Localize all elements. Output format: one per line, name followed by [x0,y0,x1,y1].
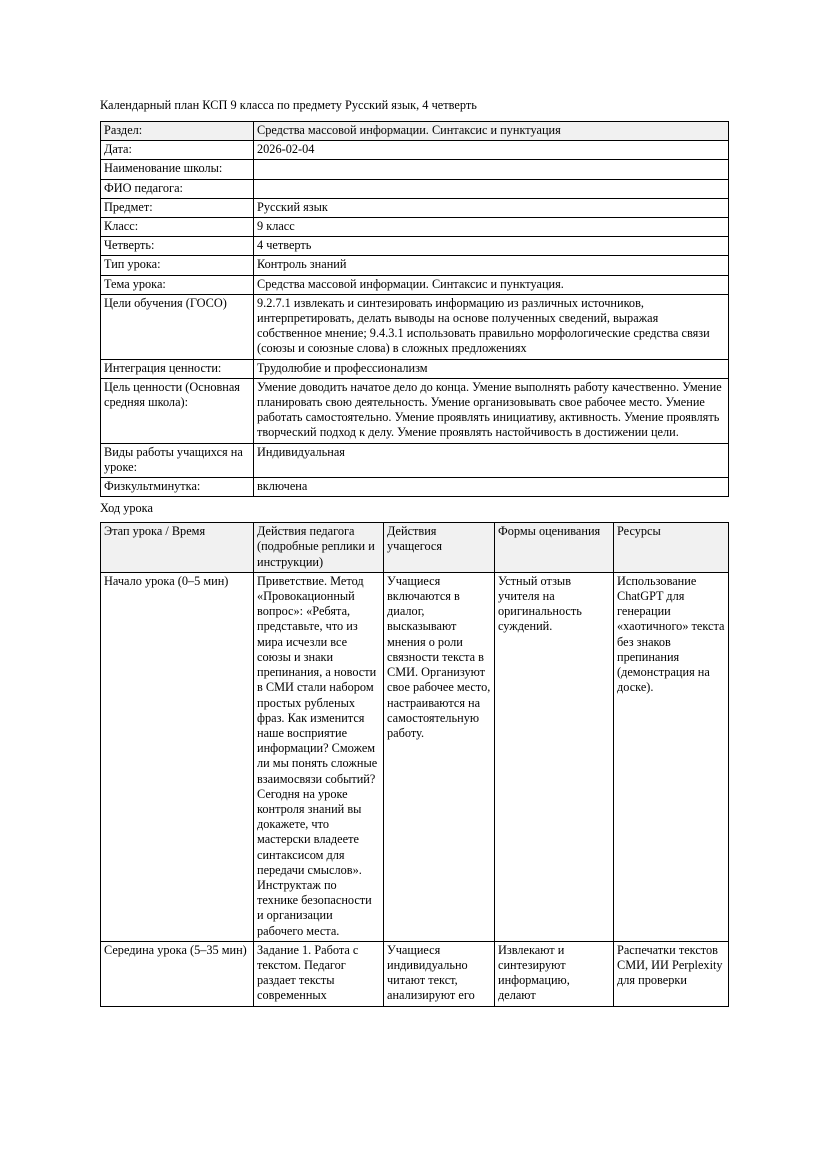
cell-assessment-start: Устный отзыв учителя на оригинальность суждений. [495,572,614,941]
info-value-physical-break: включена [254,478,729,497]
lesson-info-table [100,121,729,497]
table-row [101,218,729,237]
info-value-learning-objectives: 9.2.7.1 извлекать и синтезировать информацию из различных источников, интерпретировать, делать выводы на основе полученных сведений, выражая собственное мнение; 9.4.3.1 использовать правильно морфологические средства связи (союзы и союзные слова) в сложных предложениях [254,294,729,359]
info-label-lesson-topic: Тема урока: [101,275,254,294]
cell-assessment-middle: Извлекают и синтезируют информацию, делают [495,941,614,1006]
info-value-value-integration: Трудолюбие и профессионализм [254,359,729,378]
info-value-razdel: Средства массовой информации. Синтаксис и пунктуация [254,122,729,141]
info-value-lesson-type: Контроль знаний [254,256,729,275]
lesson-flow-heading: Ход урока [100,501,153,516]
info-label-teacher-name: ФИО педагога: [101,179,254,198]
table-row [101,572,729,941]
info-value-subject: Русский язык [254,198,729,217]
info-label-work-types: Виды работы учащихся на уроке: [101,443,254,477]
info-value-school [254,160,729,179]
page-title: Календарный план КСП 9 класса по предмету Русский язык, 4 четверть [100,98,477,112]
info-value-work-types: Индивидуальная [254,443,729,477]
info-label-subject: Предмет: [101,198,254,217]
table-row [101,443,729,477]
info-label-razdel: Раздел: [101,122,254,141]
column-header-stage: Этап урока / Время [101,523,254,573]
info-label-learning-objectives: Цели обучения (ГОСО) [101,294,254,359]
table-row [101,294,729,359]
info-value-lesson-topic: Средства массовой информации. Синтаксис и пунктуация. [254,275,729,294]
cell-resources-start: Использование ChatGPT для генерации «хаотичного» текста без знаков препинания (демонстрация на доске). [614,572,729,941]
info-label-quarter: Четверть: [101,237,254,256]
table-row [101,141,729,160]
info-label-school: Наименование школы: [101,160,254,179]
lesson-flow-table-body [101,572,729,1006]
lesson-flow-table-head [101,523,729,573]
info-value-teacher-name [254,179,729,198]
cell-teacher-start: Приветствие. Метод «Провокационный вопрос»: «Ребята, представьте, что из мира исчезли все союзы и знаки препинания, а новости в СМИ стали набором простых рубленых фраз. Как изменится наше восприятие информации? Сможем ли мы понять сложные взаимосвязи событий? Сегодня на уроке контроля знаний вы докажете, что мастерски владеете синтаксисом для передачи смыслов». Инструктаж по технике безопасности и организации рабочего места. [254,572,384,941]
info-value-class: 9 класс [254,218,729,237]
cell-stage-start: Начало урока (0–5 мин) [101,572,254,941]
table-row [101,160,729,179]
info-label-value-integration: Интеграция ценности: [101,359,254,378]
info-label-class: Класс: [101,218,254,237]
table-row [101,941,729,1006]
cell-teacher-middle: Задание 1. Работа с текстом. Педагог раздает тексты современных [254,941,384,1006]
lesson-info-table-body [101,122,729,497]
cell-student-middle: Учащиеся индивидуально читают текст, анализируют его [384,941,495,1006]
column-header-student-actions: Действия учащегося [384,523,495,573]
table-row [101,359,729,378]
info-value-value-goal: Умение доводить начатое дело до конца. Умение выполнять работу качественно. Умение планировать свою деятельность. Умение организовывать свое рабочее место. Умение работать самостоятельно. Умение проявлять инициативу, активность. Умение проявлять творческий подход к делу. Умение проявлять настойчивость в достижении цели. [254,378,729,443]
cell-student-start: Учащиеся включаются в диалог, высказывают мнения о роли связности текста в СМИ. Организуют свое рабочее место, настраиваются на самостоятельную работу. [384,572,495,941]
column-header-resources: Ресурсы [614,523,729,573]
table-row [101,122,729,141]
info-value-quarter: 4 четверть [254,237,729,256]
info-label-physical-break: Физкультминутка: [101,478,254,497]
cell-stage-middle: Середина урока (5–35 мин) [101,941,254,1006]
cell-resources-middle: Распечатки текстов СМИ, ИИ Perplexity для проверки [614,941,729,1006]
document-content [100,98,728,1007]
table-row [101,275,729,294]
table-row [101,378,729,443]
info-value-data: 2026-02-04 [254,141,729,160]
column-header-assessment-forms: Формы оценивания [495,523,614,573]
info-label-value-goal: Цель ценности (Основная средняя школа): [101,378,254,443]
table-row [101,198,729,217]
table-header-row [101,523,729,573]
column-header-teacher-actions: Действия педагога (подробные реплики и инструкции) [254,523,384,573]
table-row [101,478,729,497]
table-row [101,179,729,198]
table-row [101,256,729,275]
lesson-flow-table [100,522,729,1006]
info-label-lesson-type: Тип урока: [101,256,254,275]
info-label-data: Дата: [101,141,254,160]
table-row [101,237,729,256]
